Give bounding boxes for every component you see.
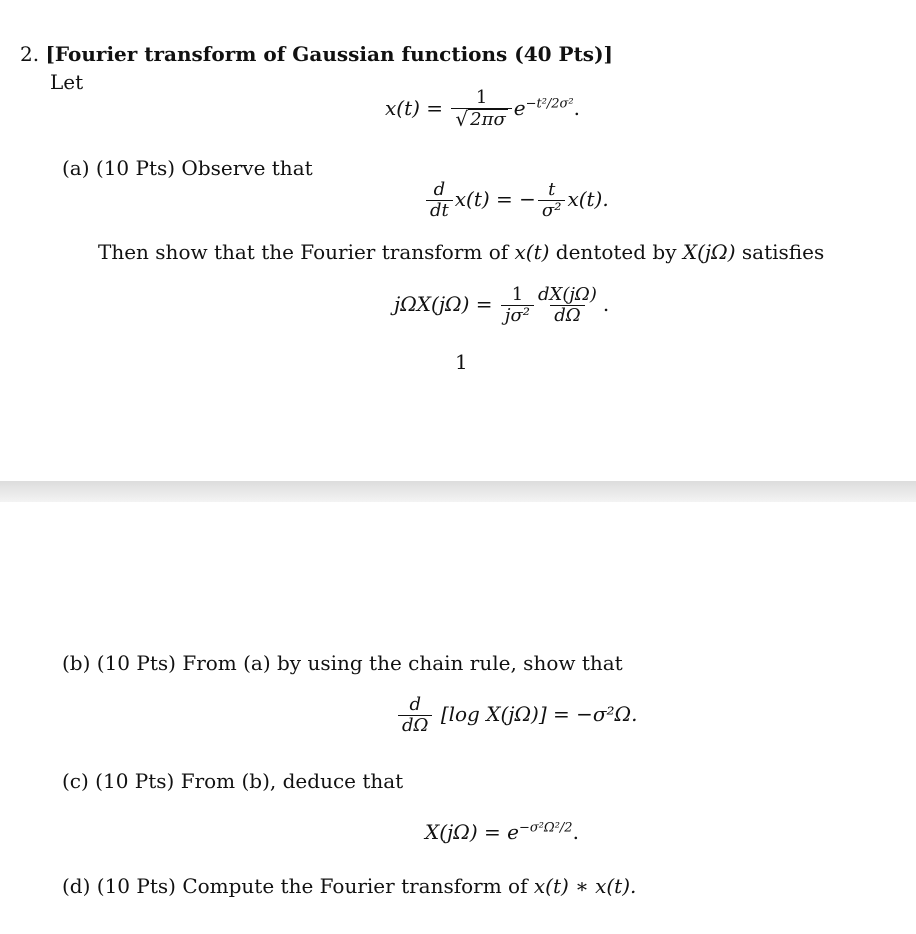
problem-title: [Fourier transform of Gaussian functions (40 Pts)] <box>45 42 613 66</box>
part-b-points: (10 Pts) <box>96 651 176 675</box>
page-divider <box>0 481 916 502</box>
part-a-text: Observe that <box>181 156 313 180</box>
part-b-heading <box>62 651 623 675</box>
eq1-exponent: −t²/2σ² <box>525 96 574 112</box>
part-a-label: (a) <box>62 156 90 180</box>
problem-number: 2. <box>20 42 40 66</box>
part-a-heading <box>62 156 313 180</box>
eq1-lhs: x(t) = <box>385 96 444 120</box>
log-derivative-equation: $\frac{d}{d\Omega}$ [log X(jΩ)] = −σ²Ω. <box>396 695 637 736</box>
fourier-relation-equation: jΩX(jΩ) = $\frac{1}{\text{jσ²}}$ $\frac{dX(j\Omega)}{d\Omega}$ . <box>394 284 610 326</box>
gaussian-definition-equation: x(t) = 1 √ 2πσ $e^{-t^2/2\sigma^2}$. <box>385 87 581 131</box>
part-d-points: (10 Pts) <box>96 874 176 898</box>
part-d-label: (d) <box>62 874 91 898</box>
part-a-points: (10 Pts) <box>95 156 176 180</box>
part-c-points: (10 Pts) <box>95 769 175 793</box>
part-c-heading <box>62 769 403 793</box>
part-d-heading <box>62 874 636 898</box>
part-d-expression: x(t) ∗ x(t). <box>533 874 637 898</box>
part-c-label: (c) <box>62 769 89 793</box>
part-b-text: From (a) by using the chain rule, show that <box>182 651 623 675</box>
page-number: 1 <box>455 350 468 374</box>
part-d-text: Compute the Fourier transform of <box>182 874 528 898</box>
part-b-label: (b) <box>62 651 91 675</box>
eq1-fraction: 1 √ 2πσ <box>451 88 511 131</box>
derivative-equation: $\frac{d}{dt}$ x(t) = − $\frac{t}{\text{σ²}}$ x(t). <box>424 180 609 221</box>
problem-header <box>20 42 613 66</box>
part-a-then-text: Then show that the Fourier transform of x(t) dentoted by X(jΩ) satisfies <box>98 240 825 264</box>
part-c-text: From (b), deduce that <box>180 769 404 793</box>
gaussian-transform-equation: $X(j\Omega) = e^{-\sigma^2\Omega^2/2}$. <box>425 820 579 844</box>
problem-intro: Let <box>50 70 84 94</box>
